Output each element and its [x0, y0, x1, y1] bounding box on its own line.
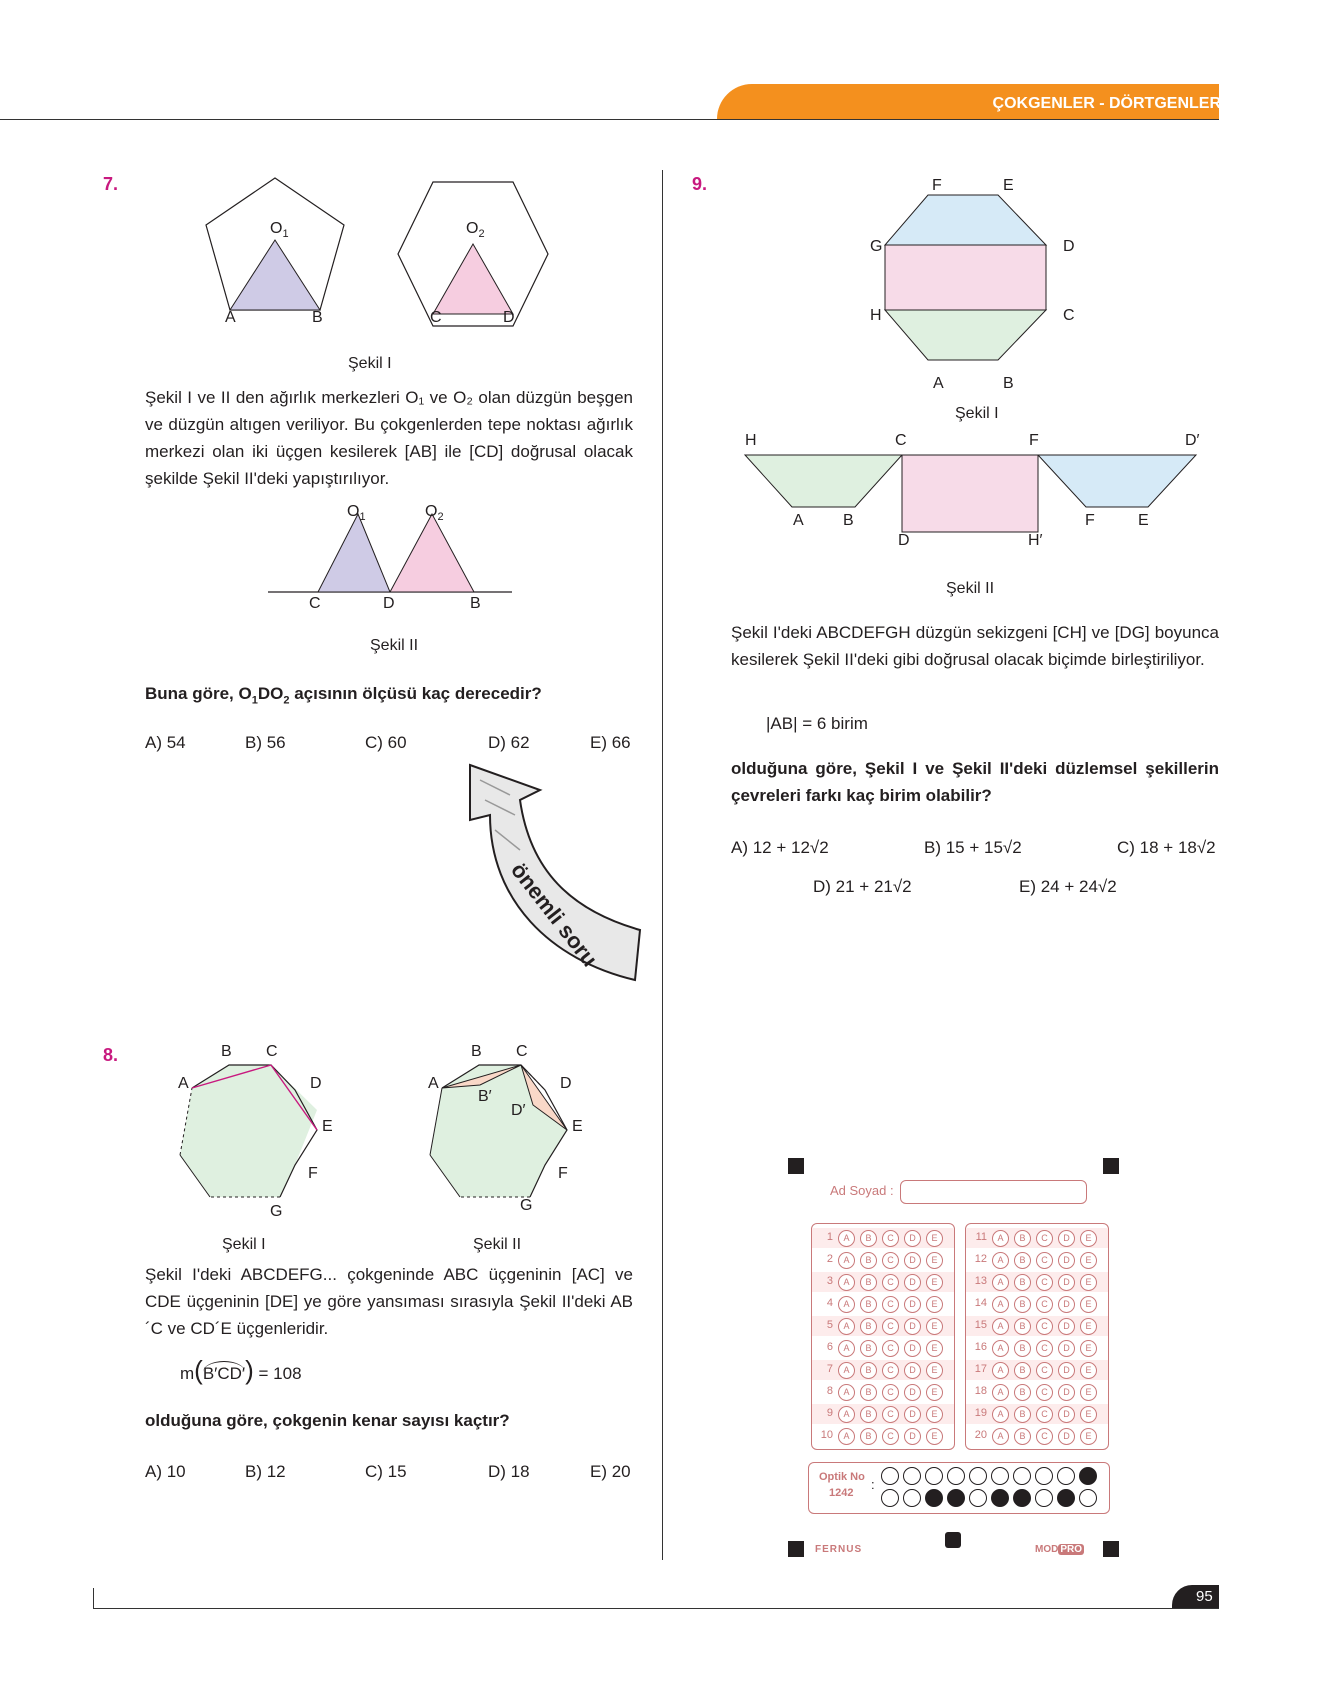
- answer-bubble[interactable]: D: [1058, 1428, 1075, 1445]
- q7-fig2-label-o1: $O_1$: [347, 503, 366, 524]
- top-trapezoid: [885, 195, 1046, 245]
- answer-bubble[interactable]: D: [1058, 1252, 1075, 1269]
- answer-bubble[interactable]: C: [882, 1274, 899, 1291]
- answer-bubble[interactable]: D: [904, 1428, 921, 1445]
- q8-fig2-caption: Şekil II: [473, 1236, 522, 1253]
- optik-bubble[interactable]: [1057, 1489, 1075, 1507]
- answer-bubble[interactable]: A: [992, 1428, 1009, 1445]
- q9-f1-h: H: [870, 307, 882, 324]
- q9-f2-c: C: [895, 432, 907, 449]
- q8-text: Şekil I'deki ABCDEFG... çokgeninde ABC üçgeninin [AC] ve CDE üçgeninin [DE] ye göre yansıması sırasıyla Şekil II'deki AB´C ve CD´E üçgenleridir.: [145, 1265, 633, 1338]
- answer-bubble[interactable]: C: [882, 1384, 899, 1401]
- answer-bubble[interactable]: A: [992, 1362, 1009, 1379]
- q8-f2-bp: B′: [478, 1088, 492, 1105]
- answer-bubble[interactable]: B: [1014, 1384, 1031, 1401]
- brand-left: FERNUS: [815, 1544, 863, 1555]
- answer-row: [812, 1382, 954, 1402]
- q8-f2-dp: D′: [511, 1102, 526, 1119]
- answer-bubble[interactable]: C: [882, 1340, 899, 1357]
- q8-formula: m(B′CD′) = 108: [180, 1355, 302, 1385]
- answer-bubble[interactable]: D: [1058, 1406, 1075, 1423]
- answer-row-number: 16: [974, 1341, 987, 1353]
- q9-figure-2: [740, 450, 1200, 540]
- answer-bubble[interactable]: A: [992, 1274, 1009, 1291]
- q9-f2-f: F: [1029, 432, 1039, 449]
- name-input[interactable]: [900, 1180, 1087, 1204]
- q8-f1-f: F: [308, 1165, 318, 1182]
- answer-bubble[interactable]: E: [1080, 1362, 1097, 1379]
- answer-bubble[interactable]: A: [992, 1340, 1009, 1357]
- answer-bubble[interactable]: C: [882, 1406, 899, 1423]
- answer-row-number: 1: [826, 1231, 833, 1243]
- page-number: 95: [1196, 1588, 1213, 1605]
- answer-row: [966, 1272, 1108, 1292]
- optik-bubble[interactable]: [947, 1489, 965, 1507]
- name-label: Ad Soyad :: [830, 1183, 894, 1198]
- answer-bubble[interactable]: A: [838, 1252, 855, 1269]
- answer-bubble[interactable]: B: [860, 1362, 877, 1379]
- q7-fig1-caption: Şekil I: [348, 355, 392, 372]
- q9-f2-hp: H′: [1028, 532, 1043, 549]
- q9-f1-c: C: [1063, 307, 1075, 324]
- q9-f2-d: D: [898, 532, 910, 549]
- optik-bubble[interactable]: [991, 1467, 1009, 1485]
- formula-value: = 108: [258, 1364, 302, 1383]
- optik-bubble[interactable]: [1035, 1467, 1053, 1485]
- answer-bubble[interactable]: B: [860, 1252, 877, 1269]
- answer-bubble[interactable]: E: [926, 1318, 943, 1335]
- q9-f2-b: B: [843, 512, 854, 529]
- q7-question: Buna göre, $O_1DO_2$ açısının ölçüsü kaç derecedir?: [145, 684, 542, 707]
- q8-f1-c: C: [266, 1043, 278, 1060]
- optik-bubbles: [881, 1467, 1106, 1511]
- q7-number: 7.: [103, 174, 119, 194]
- q8-f1-a: A: [178, 1075, 189, 1092]
- answer-bubble[interactable]: D: [904, 1318, 921, 1335]
- answer-bubble[interactable]: C: [1036, 1230, 1053, 1247]
- optik-bubble[interactable]: [925, 1467, 943, 1485]
- q8-option-d[interactable]: D) 18: [488, 1462, 530, 1481]
- answer-row-number: 17: [974, 1363, 987, 1375]
- q8-f2-e: E: [572, 1118, 583, 1135]
- q9-f2-f2: F: [1085, 512, 1095, 529]
- answer-bubble[interactable]: D: [904, 1252, 921, 1269]
- answer-bubble[interactable]: C: [1036, 1362, 1053, 1379]
- answer-bubble[interactable]: D: [1058, 1318, 1075, 1335]
- right-trapezoid: [1038, 455, 1196, 507]
- q8-f1-e: E: [322, 1118, 333, 1135]
- answer-row-number: 10: [820, 1429, 833, 1441]
- footer-rule: [93, 1608, 1219, 1609]
- answer-bubble[interactable]: A: [838, 1318, 855, 1335]
- q9-number: 9.: [692, 174, 708, 194]
- answer-bubble[interactable]: E: [1080, 1230, 1097, 1247]
- answer-bubble[interactable]: D: [904, 1274, 921, 1291]
- answer-bubble[interactable]: E: [1080, 1428, 1097, 1445]
- answer-bubble[interactable]: E: [926, 1428, 943, 1445]
- q9-f2-h: H: [745, 432, 757, 449]
- q7-fig2-label-b: B: [470, 595, 481, 612]
- answer-row: [966, 1228, 1108, 1248]
- optik-bubble[interactable]: [881, 1489, 899, 1507]
- q7-option-b[interactable]: B) 56: [245, 733, 286, 752]
- answer-bubble[interactable]: B: [860, 1296, 877, 1313]
- answer-bubble[interactable]: B: [860, 1406, 877, 1423]
- answer-bubble[interactable]: B: [1014, 1274, 1031, 1291]
- answer-row: [812, 1316, 954, 1336]
- answer-bubble[interactable]: C: [882, 1318, 899, 1335]
- answer-row-number: 6: [826, 1341, 833, 1353]
- answer-bubble[interactable]: A: [992, 1252, 1009, 1269]
- q8-option-a[interactable]: A) 10: [145, 1462, 186, 1481]
- optik-bubble[interactable]: [947, 1467, 965, 1485]
- answer-row: [812, 1426, 954, 1446]
- corner-mark: [788, 1158, 804, 1174]
- answer-row-number: 13: [974, 1275, 987, 1287]
- answer-row-number: 15: [974, 1319, 987, 1331]
- answer-bubble[interactable]: E: [926, 1362, 943, 1379]
- badge-arrow-icon: [470, 765, 640, 980]
- answer-bubble[interactable]: A: [838, 1340, 855, 1357]
- q7-label-o1: $O_1$: [270, 220, 289, 241]
- q7-fig2-label-o2: $O_2$: [425, 503, 444, 524]
- triangle-o2: [390, 514, 474, 592]
- q8-f2-a: A: [428, 1075, 439, 1092]
- answer-bubble[interactable]: B: [1014, 1318, 1031, 1335]
- answer-bubble[interactable]: A: [838, 1362, 855, 1379]
- answer-bubble[interactable]: B: [860, 1428, 877, 1445]
- brand-right: MOD PRO: [1035, 1544, 1083, 1555]
- q8-f1-d: D: [310, 1075, 322, 1092]
- answer-bubble[interactable]: B: [1014, 1340, 1031, 1357]
- q8-f2-g: G: [520, 1197, 533, 1214]
- answer-bubble[interactable]: C: [1036, 1318, 1053, 1335]
- optik-colon: :: [871, 1477, 875, 1492]
- answer-bubble[interactable]: D: [904, 1340, 921, 1357]
- center-mark: [945, 1532, 961, 1548]
- hexagon-triangle: [433, 244, 513, 314]
- formula-m: m: [180, 1364, 195, 1383]
- answer-row: [812, 1250, 954, 1270]
- answer-row-number: 9: [826, 1407, 833, 1419]
- q7-fig2-caption: Şekil II: [370, 637, 419, 654]
- q9-f1-b: B: [1003, 375, 1014, 392]
- q9-option-d[interactable]: D) 21 + 21√2: [813, 877, 912, 896]
- q8-option-c[interactable]: C) 15: [365, 1462, 407, 1481]
- optik-bubble[interactable]: [881, 1467, 899, 1485]
- polygon-fill: [430, 1065, 567, 1197]
- column-divider: [662, 170, 663, 1560]
- answer-bubble[interactable]: D: [1058, 1230, 1075, 1247]
- answer-bubble[interactable]: A: [992, 1318, 1009, 1335]
- answer-bubble[interactable]: B: [1014, 1428, 1031, 1445]
- answer-grid-left: [811, 1223, 955, 1450]
- answer-bubble[interactable]: C: [882, 1362, 899, 1379]
- answer-bubble[interactable]: E: [926, 1384, 943, 1401]
- answer-bubble[interactable]: D: [904, 1230, 921, 1247]
- answer-bubble[interactable]: B: [860, 1230, 877, 1247]
- answer-bubble[interactable]: B: [1014, 1362, 1031, 1379]
- answer-bubble[interactable]: D: [1058, 1296, 1075, 1313]
- answer-bubble[interactable]: E: [1080, 1406, 1097, 1423]
- answer-bubble[interactable]: B: [1014, 1230, 1031, 1247]
- answer-bubble[interactable]: A: [838, 1406, 855, 1423]
- answer-bubble[interactable]: A: [838, 1230, 855, 1247]
- q8-option-b[interactable]: B) 12: [245, 1462, 286, 1481]
- answer-bubble[interactable]: D: [1058, 1274, 1075, 1291]
- answer-bubble[interactable]: A: [838, 1274, 855, 1291]
- answer-bubble[interactable]: D: [1058, 1384, 1075, 1401]
- q9-question: olduğuna göre, Şekil I ve Şekil II'deki düzlemsel şekillerin çevreleri farkı kaç birim olabilir?: [731, 759, 1219, 805]
- answer-row: [812, 1228, 954, 1248]
- badge-text: önemli soru: [506, 857, 603, 972]
- footer-tick: [93, 1588, 94, 1608]
- q8-f1-g: G: [270, 1203, 283, 1220]
- q9-option-a[interactable]: A) 12 + 12√2: [731, 838, 829, 857]
- answer-bubble[interactable]: C: [1036, 1252, 1053, 1269]
- answer-bubble[interactable]: D: [1058, 1362, 1075, 1379]
- answer-bubble[interactable]: C: [1036, 1274, 1053, 1291]
- answer-bubble[interactable]: C: [1036, 1406, 1053, 1423]
- q9-f2-a: A: [793, 512, 804, 529]
- q9-f1-g: G: [870, 238, 883, 255]
- answer-row-number: 8: [826, 1385, 833, 1397]
- answer-bubble[interactable]: B: [1014, 1406, 1031, 1423]
- q7-figure-2: [262, 500, 517, 600]
- answer-bubble[interactable]: B: [860, 1318, 877, 1335]
- answer-bubble[interactable]: D: [1058, 1340, 1075, 1357]
- answer-row: [812, 1360, 954, 1380]
- q7-fig2-label-d: D: [383, 595, 395, 612]
- optik-bubble[interactable]: [1079, 1489, 1097, 1507]
- answer-bubble[interactable]: D: [904, 1296, 921, 1313]
- answer-sheet: [785, 1155, 1115, 1555]
- optik-bubble[interactable]: [969, 1467, 987, 1485]
- q9-f1-f: F: [932, 177, 942, 194]
- answer-row: [812, 1294, 954, 1314]
- optik-value: 1242: [829, 1487, 854, 1499]
- q9-figure-1: [880, 190, 1070, 380]
- corner-mark: [788, 1541, 804, 1557]
- answer-bubble[interactable]: C: [1036, 1296, 1053, 1313]
- optik-bubble[interactable]: [1013, 1467, 1031, 1485]
- q9-f1-a: A: [933, 375, 944, 392]
- answer-row: [966, 1338, 1108, 1358]
- pentagon-triangle: [230, 240, 320, 310]
- q8-f2-b: B: [471, 1043, 482, 1060]
- answer-row-number: 18: [974, 1385, 987, 1397]
- answer-row-number: 3: [826, 1275, 833, 1287]
- answer-bubble[interactable]: D: [904, 1406, 921, 1423]
- answer-bubble[interactable]: C: [1036, 1384, 1053, 1401]
- answer-bubble[interactable]: A: [838, 1296, 855, 1313]
- optik-bubble[interactable]: [1057, 1467, 1075, 1485]
- q8-question: olduğuna göre, çokgenin kenar sayısı kaçtır?: [145, 1411, 510, 1430]
- optik-bubble[interactable]: [1013, 1489, 1031, 1507]
- answer-bubble[interactable]: C: [882, 1252, 899, 1269]
- q9-f2-e: E: [1138, 512, 1149, 529]
- answer-bubble[interactable]: A: [992, 1296, 1009, 1313]
- answer-bubble[interactable]: E: [926, 1274, 943, 1291]
- answer-bubble[interactable]: B: [1014, 1252, 1031, 1269]
- optik-bubble[interactable]: [925, 1489, 943, 1507]
- optik-bubble[interactable]: [969, 1489, 987, 1507]
- answer-bubble[interactable]: E: [1080, 1252, 1097, 1269]
- q8-number: 8.: [103, 1045, 119, 1065]
- q9-text: Şekil I'deki ABCDEFGH düzgün sekizgeni [CH] ve [DG] boyunca kesilerek Şekil II'deki gibi doğrusal olacak biçimde birleştiriliyor.: [731, 623, 1219, 669]
- q7-option-a[interactable]: A) 54: [145, 733, 186, 752]
- answer-bubble[interactable]: C: [882, 1428, 899, 1445]
- header-rule: [0, 119, 1219, 120]
- answer-row-number: 14: [974, 1297, 987, 1309]
- answer-row: [966, 1250, 1108, 1270]
- optik-label: Optik No: [819, 1471, 865, 1483]
- q7-figure-1: [190, 170, 580, 340]
- corner-mark: [1103, 1541, 1119, 1557]
- answer-bubble[interactable]: E: [1080, 1384, 1097, 1401]
- answer-row-number: 2: [826, 1253, 833, 1265]
- q9-option-e[interactable]: E) 24 + 24√2: [1019, 877, 1117, 896]
- answer-bubble[interactable]: B: [860, 1274, 877, 1291]
- answer-row-number: 4: [826, 1297, 833, 1309]
- header-title: ÇOKGENLER - DÖRTGENLER: [992, 95, 1221, 112]
- q8-f2-f: F: [558, 1165, 568, 1182]
- answer-grid-right: [965, 1223, 1109, 1450]
- answer-bubble[interactable]: E: [1080, 1274, 1097, 1291]
- answer-bubble[interactable]: A: [838, 1428, 855, 1445]
- bottom-trapezoid: [885, 310, 1046, 360]
- q9-fig2-caption: Şekil II: [946, 580, 995, 597]
- q7-label-c: C: [430, 309, 442, 326]
- q7-label-b: B: [312, 309, 323, 326]
- answer-row: [966, 1426, 1108, 1446]
- q8-f1-b: B: [221, 1043, 232, 1060]
- answer-bubble[interactable]: E: [1080, 1296, 1097, 1313]
- answer-bubble[interactable]: E: [926, 1296, 943, 1313]
- optik-bubble[interactable]: [991, 1489, 1009, 1507]
- answer-row: [812, 1404, 954, 1424]
- q9-option-b[interactable]: B) 15 + 15√2: [924, 838, 1022, 857]
- answer-row: [966, 1294, 1108, 1314]
- q9-f1-d: D: [1063, 238, 1075, 255]
- answer-bubble[interactable]: E: [1080, 1340, 1097, 1357]
- answer-bubble[interactable]: D: [904, 1384, 921, 1401]
- center-rectangle: [902, 455, 1038, 532]
- q7-option-d[interactable]: D) 62: [488, 733, 530, 752]
- q9-f2-dp: D′: [1185, 432, 1200, 449]
- q8-f2-c: C: [516, 1043, 528, 1060]
- answer-bubble[interactable]: C: [1036, 1428, 1053, 1445]
- answer-bubble[interactable]: B: [860, 1340, 877, 1357]
- q9-fig1-caption: Şekil I: [955, 405, 999, 422]
- q7-text: Şekil I ve II den ağırlık merkezleri O₁ ve O₂ olan düzgün beşgen ve düzgün altıgen veriliyor. Bu çokgenlerden tepe noktası ağırlık merkezi olan iki üçgen kesilerek [AB] ile [CD] doğrusal olacak şekilde Şekil II'deki yapıştırılıyor.: [145, 388, 633, 488]
- answer-bubble[interactable]: A: [992, 1406, 1009, 1423]
- answer-bubble[interactable]: C: [882, 1296, 899, 1313]
- optik-bubble[interactable]: [903, 1489, 921, 1507]
- answer-bubble[interactable]: E: [1080, 1318, 1097, 1335]
- q7-fig2-label-c: C: [309, 595, 321, 612]
- answer-row-number: 7: [826, 1363, 833, 1375]
- q9-f1-e: E: [1003, 177, 1014, 194]
- triangle-o1: [318, 514, 390, 592]
- q9-given: |AB| = 6 birim: [766, 714, 868, 733]
- q9-option-c[interactable]: C) 18 + 18√2: [1117, 838, 1216, 857]
- answer-bubble[interactable]: D: [904, 1362, 921, 1379]
- answer-row: [966, 1382, 1108, 1402]
- answer-bubble[interactable]: C: [882, 1230, 899, 1247]
- answer-bubble[interactable]: A: [838, 1384, 855, 1401]
- answer-row-number: 19: [974, 1407, 987, 1419]
- optik-box: [808, 1462, 1110, 1514]
- answer-bubble[interactable]: E: [926, 1252, 943, 1269]
- optik-bubble[interactable]: [903, 1467, 921, 1485]
- answer-bubble[interactable]: E: [926, 1230, 943, 1247]
- answer-row-number: 5: [826, 1319, 833, 1331]
- answer-bubble[interactable]: A: [992, 1230, 1009, 1247]
- answer-row-number: 12: [974, 1253, 987, 1265]
- q7-option-e[interactable]: E) 66: [590, 733, 631, 752]
- q7-label-a: A: [225, 309, 236, 326]
- answer-bubble[interactable]: E: [926, 1406, 943, 1423]
- q7-label-o2: $O_2$: [466, 220, 485, 241]
- middle-rectangle: [885, 245, 1046, 310]
- q7-option-c[interactable]: C) 60: [365, 733, 407, 752]
- formula-angle: B′CD′: [203, 1361, 245, 1383]
- answer-row-number: 11: [975, 1231, 987, 1243]
- answer-row: [966, 1316, 1108, 1336]
- q8-option-e[interactable]: E) 20: [590, 1462, 631, 1481]
- optik-bubble[interactable]: [1079, 1467, 1097, 1485]
- q8-fig1-caption: Şekil I: [222, 1236, 266, 1253]
- left-trapezoid: [745, 455, 902, 507]
- answer-bubble[interactable]: B: [1014, 1296, 1031, 1313]
- important-question-badge: [450, 760, 650, 995]
- answer-bubble[interactable]: C: [1036, 1340, 1053, 1357]
- answer-row: [812, 1272, 954, 1292]
- answer-row: [966, 1360, 1108, 1380]
- optik-bubble[interactable]: [1035, 1489, 1053, 1507]
- answer-bubble[interactable]: B: [860, 1384, 877, 1401]
- answer-row: [966, 1404, 1108, 1424]
- q8-f2-d: D: [560, 1075, 572, 1092]
- q7-label-d: D: [503, 309, 515, 326]
- answer-bubble[interactable]: E: [926, 1340, 943, 1357]
- answer-bubble[interactable]: A: [992, 1384, 1009, 1401]
- answer-row: [812, 1338, 954, 1358]
- answer-row-number: 20: [974, 1429, 987, 1441]
- corner-mark: [1103, 1158, 1119, 1174]
